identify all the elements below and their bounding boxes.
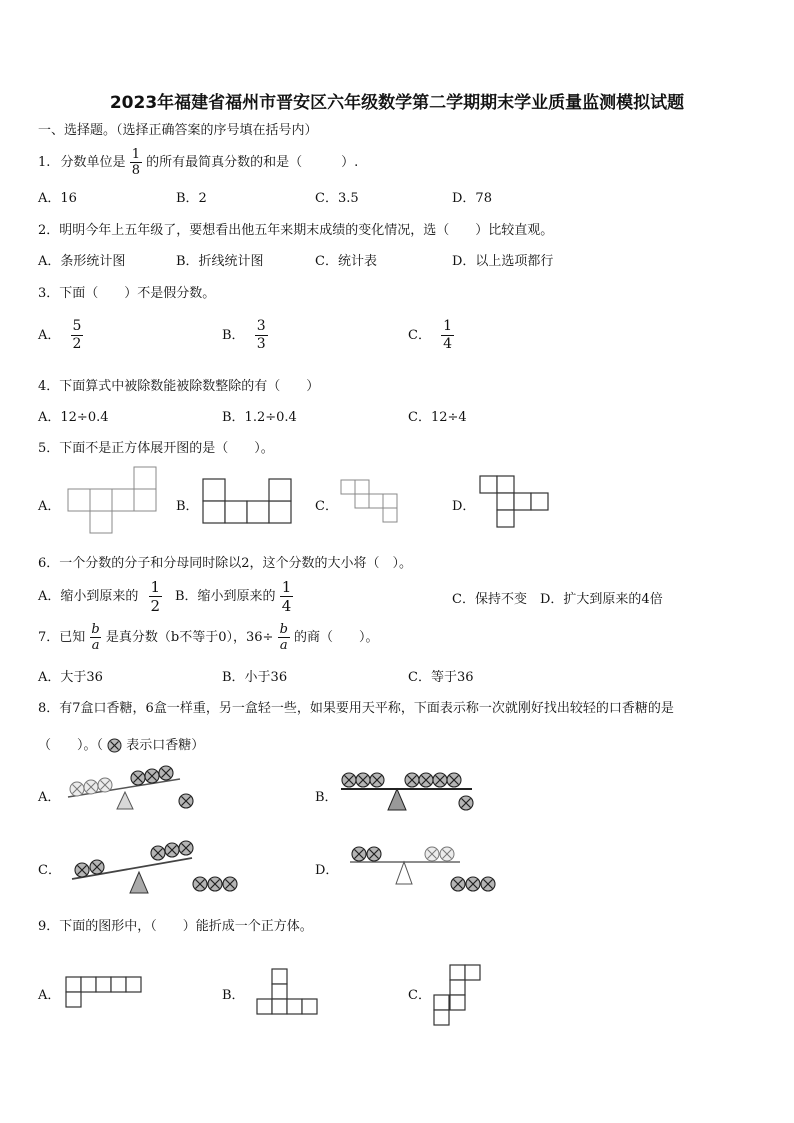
- question-2: 2．明明今年上五年级了，要想看出他五年来期末成绩的变化情况，选（ ）比较直观。: [38, 223, 554, 238]
- option-c[interactable]: C．3.5: [315, 191, 359, 206]
- question-text: （ ）。（: [38, 738, 104, 753]
- fraction-numerator: b: [279, 622, 288, 637]
- option-d[interactable]: D．78: [452, 191, 492, 206]
- balance-a: [68, 766, 193, 809]
- question-text: 7．已知: [38, 630, 86, 645]
- fraction-numerator: 1: [131, 147, 140, 162]
- option-a[interactable]: A．条形统计图: [38, 254, 126, 269]
- option-c[interactable]: C．: [408, 988, 431, 1003]
- question-5: 5．下面不是正方体展开图的是（ ）。: [38, 441, 274, 456]
- fraction-numerator: 1: [281, 578, 292, 596]
- option-c[interactable]: C．统计表: [315, 254, 377, 269]
- fraction-numerator: 3: [256, 318, 266, 334]
- question-6: 6．一个分数的分子和分母同时除以2，这个分数的大小将（ ）。: [38, 556, 413, 571]
- option-a[interactable]: A．: [38, 499, 61, 514]
- option-a[interactable]: A．: [38, 790, 61, 805]
- option-label: B．: [222, 328, 245, 343]
- net-figure-9c: [434, 965, 484, 1029]
- option-b[interactable]: B．折线统计图: [176, 254, 264, 269]
- question-text: 的所有最简真分数的和是（ ）.: [146, 155, 359, 170]
- option-a[interactable]: A．16: [38, 191, 77, 206]
- balance-c: [72, 841, 237, 893]
- fraction-denominator: 8: [131, 163, 140, 178]
- fraction-denominator: a: [279, 638, 288, 653]
- option-d[interactable]: D．: [315, 863, 339, 878]
- fraction-numerator: 5: [72, 318, 82, 334]
- question-9: 9．下面的图形中，（ ）能折成一个正方体。: [38, 919, 313, 934]
- question-8: 8．有7盒口香糖，6盒一样重，另一盒轻一些，如果要用天平称，下面表示称一次就刚好找出较轻的口香糖的是: [38, 701, 674, 716]
- option-a[interactable]: A．: [38, 988, 61, 1003]
- fraction-denominator: 2: [72, 336, 82, 352]
- option-b[interactable]: B．: [222, 988, 245, 1003]
- option-d[interactable]: D．扩大到原来的4倍: [540, 592, 663, 607]
- option-label: B．缩小到原来的: [175, 589, 276, 604]
- balance-b: [341, 773, 473, 810]
- page-title: 2023年福建省福州市晋安区六年级数学第二学期期末学业质量监测模拟试题: [109, 93, 685, 113]
- fraction-numerator: 1: [443, 318, 453, 334]
- option-b[interactable]: B．2: [176, 191, 207, 206]
- option-b[interactable]: B．: [176, 499, 199, 514]
- option-c[interactable]: C．保持不变: [452, 592, 527, 607]
- question-3: 3．下面（ ）不是假分数。: [38, 286, 216, 301]
- option-label: A．: [38, 328, 61, 343]
- fraction-numerator: b: [91, 622, 100, 637]
- fraction-numerator: 1: [150, 578, 161, 596]
- option-label: C．: [408, 328, 431, 343]
- option-b[interactable]: B．: [315, 790, 338, 805]
- net-figure-9a: [66, 977, 146, 1011]
- section-heading: 一、选择题。（选择正确答案的序号填在括号内）: [38, 123, 318, 138]
- option-c[interactable]: C．: [38, 863, 61, 878]
- option-a[interactable]: A．12÷0.4: [38, 410, 109, 425]
- option-c[interactable]: C．: [315, 499, 338, 514]
- question-text: 的商（ ）。: [294, 630, 379, 645]
- question-text: 是真分数（b不等于0），36÷: [105, 630, 274, 645]
- option-d[interactable]: D．: [452, 499, 476, 514]
- option-a[interactable]: A．大于36: [38, 670, 103, 685]
- option-b[interactable]: B．1.2÷0.4: [222, 410, 297, 425]
- question-4: 4．下面算式中被除数能被除数整除的有（ ）: [38, 379, 320, 394]
- option-label: A．缩小到原来的: [38, 589, 139, 604]
- question-text: 分数单位是: [60, 155, 126, 170]
- fraction-denominator: a: [91, 638, 100, 653]
- fraction-denominator: 4: [281, 597, 292, 615]
- question-number: 1.: [38, 155, 51, 170]
- question-text: 表示口香糖）: [126, 738, 205, 753]
- option-d[interactable]: D．以上选项都行: [452, 254, 554, 269]
- net-figure-9b: [257, 969, 321, 1019]
- fraction-denominator: 3: [256, 336, 266, 352]
- option-b[interactable]: B．小于36: [222, 670, 288, 685]
- option-c[interactable]: C．12÷4: [408, 410, 467, 425]
- balance-d: [350, 847, 495, 891]
- option-c[interactable]: C．等于36: [408, 670, 474, 685]
- fraction-denominator: 2: [150, 597, 161, 615]
- fraction-denominator: 4: [443, 336, 453, 352]
